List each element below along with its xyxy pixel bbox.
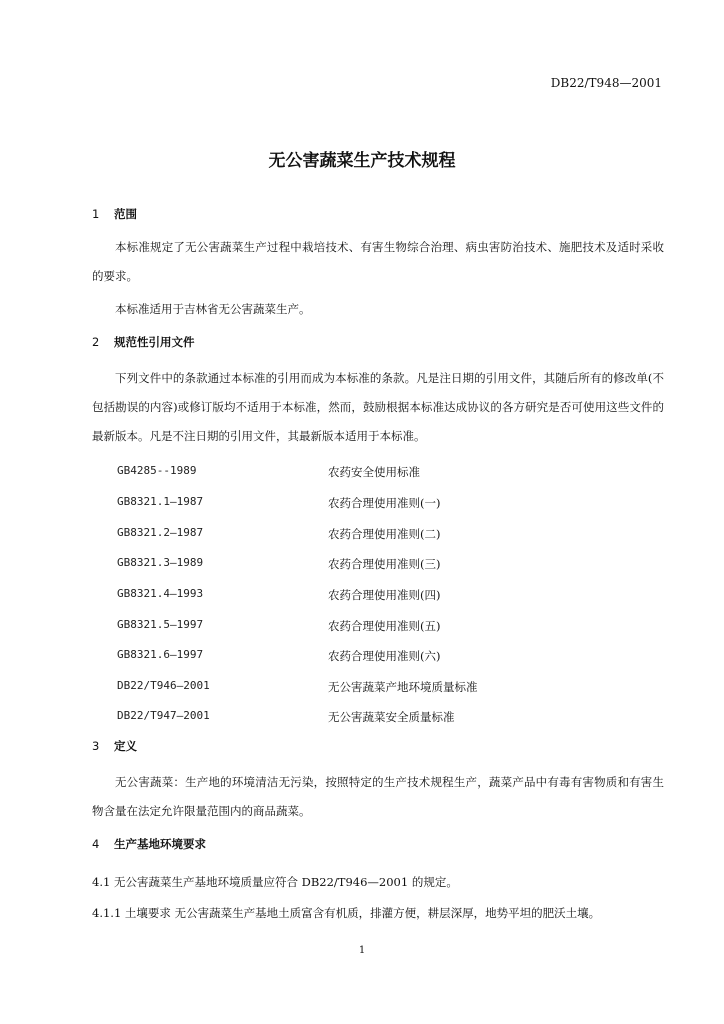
section-title: 规范性引用文件: [114, 335, 195, 349]
definition-paragraph: 无公害蔬菜：生产地的环境清洁无污染，按照特定的生产技术规程生产，蔬菜产品中有毒有害物质和有害生物含量在法定允许限量范围内的商品蔬菜。: [92, 775, 664, 818]
section-number: 1: [92, 207, 100, 221]
section-heading-2: [92, 334, 195, 350]
reference-code: DB22/T946—2001: [117, 679, 210, 692]
reference-name: 无公害蔬菜产地环境质量标准: [328, 680, 478, 694]
section-number: 2: [92, 335, 100, 349]
reference-row: [117, 526, 537, 546]
reference-code: GB8321.2—1987: [117, 526, 204, 539]
reference-code: GB4285--1989: [117, 464, 197, 477]
section-number: 3: [92, 739, 100, 753]
reference-row: [117, 679, 537, 699]
section-title: 生产基地环境要求: [114, 837, 207, 851]
document-code: DB22/T948—2001: [550, 76, 662, 90]
reference-code: GB8321.4—1993: [117, 587, 204, 600]
reference-name: 农药合理使用准则(三): [328, 557, 441, 571]
reference-row: [117, 464, 537, 484]
reference-row: [117, 587, 537, 607]
scope-paragraph-2: 本标准适用于吉林省无公害蔬菜生产。: [115, 302, 311, 316]
reference-code: DB22/T947—2001: [117, 709, 210, 722]
reference-row: [117, 648, 537, 668]
reference-code: GB8321.1—1987: [117, 495, 204, 508]
scope-paragraph-1: 本标准规定了无公害蔬菜生产过程中栽培技术、有害生物综合治理、病虫害防治技术、施肥技术及适时采收的要求。: [92, 240, 664, 283]
reference-name: 农药合理使用准则(六): [328, 649, 441, 663]
reference-row: [117, 618, 537, 638]
section-heading-3: [92, 738, 137, 754]
reference-code: GB8321.5—1997: [117, 618, 204, 631]
reference-row: [117, 495, 537, 515]
section-title: 范围: [114, 207, 138, 221]
environment-paragraph-1: 4.1 无公害蔬菜生产基地环境质量应符合 DB22/T946—2001 的规定。: [92, 875, 458, 889]
reference-code: GB8321.3—1989: [117, 556, 204, 569]
page-title: 无公害蔬菜生产技术规程: [268, 151, 456, 171]
section-heading-1: [92, 206, 137, 222]
reference-row: [117, 709, 537, 729]
reference-name: 无公害蔬菜安全质量标准: [328, 710, 455, 724]
section-number: 4: [92, 837, 100, 851]
reference-code: GB8321.6—1997: [117, 648, 204, 661]
reference-row: [117, 556, 537, 576]
environment-paragraph-2: 4.1.1 土壤要求 无公害蔬菜生产基地土质富含有机质，排灌方便，耕层深厚，地势平坦的肥沃土壤。: [92, 906, 601, 920]
references-intro: 下列文件中的条款通过本标准的引用而成为本标准的条款。凡是注日期的引用文件，其随后所有的修改单(不包括勘误的内容)或修订版均不适用于本标准，然而，鼓励根据本标准达成协议的各方研究是否可使用这些文件的最新版本。凡是不注日期的引用文件，其最新版本适用于本标准。: [92, 371, 664, 443]
reference-name: 农药安全使用标准: [328, 465, 420, 479]
reference-name: 农药合理使用准则(一): [328, 496, 441, 510]
section-title: 定义: [114, 739, 138, 753]
section-heading-4: [92, 836, 206, 852]
page-number: 1: [358, 945, 366, 956]
reference-name: 农药合理使用准则(五): [328, 619, 441, 633]
reference-name: 农药合理使用准则(二): [328, 527, 441, 541]
reference-name: 农药合理使用准则(四): [328, 588, 441, 602]
